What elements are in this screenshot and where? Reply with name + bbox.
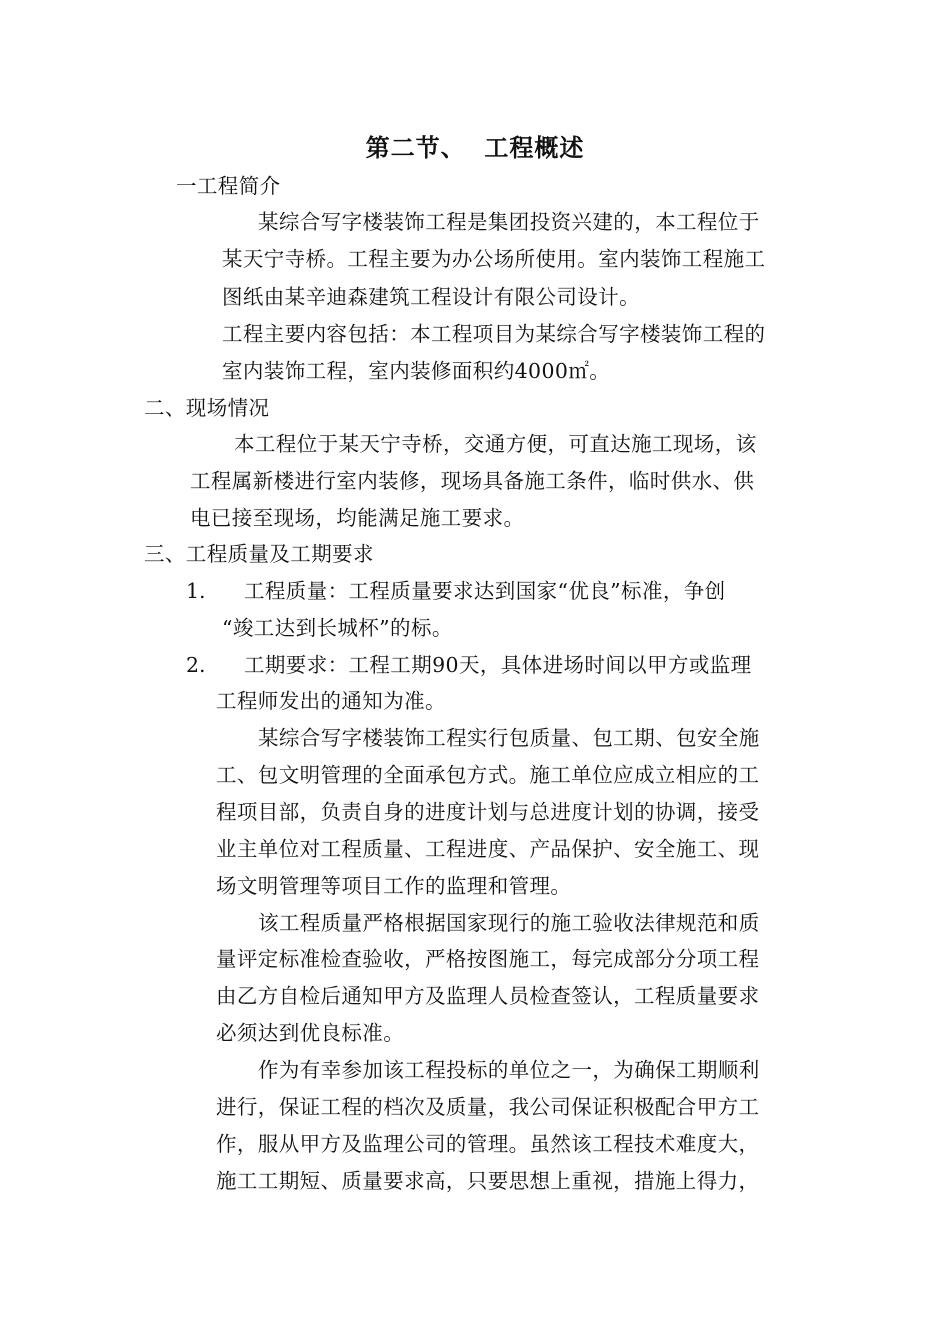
contract-para-line2: 工、包文明管理的全面承包方式。施工单位应成立相应的工: [216, 763, 760, 787]
item2-line2: 工程师发出的通知为准。: [216, 689, 446, 713]
commitment-para-line1: 作为有幸参加该工程投标的单位之一，为确保工期顺利: [258, 1058, 760, 1082]
commitment-para-line4: 施工工期短、质量要求高，只要思想上重视，措施上得力，: [216, 1169, 760, 1193]
commitment-para-line2: 进行，保证工程的档次及质量，我公司保证积极配合甲方工: [216, 1095, 760, 1119]
heading-quality-schedule: 三、工程质量及工期要求: [144, 542, 374, 566]
quality-para-line1: 该工程质量严格根据国家现行的施工验收法律规范和质: [258, 911, 760, 935]
item2-number: 2.: [186, 653, 206, 677]
contract-para-line5: 场文明管理等项目工作的监理和管理。: [216, 874, 572, 898]
item1-number: 1.: [186, 579, 206, 603]
quality-para-line3: 由乙方自检后通知甲方及监理人员检查签认，工程质量要求: [216, 984, 760, 1008]
intro-para1-line1: 某综合写字楼装饰工程是集团投资兴建的，本工程位于: [258, 210, 760, 234]
site-para-line2: 工程属新楼进行室内装修，现场具备施工条件，临时供水、供: [190, 469, 755, 493]
site-para-line3: 电已接至现场，均能满足施工要求。: [190, 506, 525, 530]
intro-para2-line1: 工程主要内容包括：本工程项目为某综合写字楼装饰工程的: [222, 322, 766, 346]
intro-para1-line2: 某天宁寺桥。工程主要为办公场所使用。室内装饰工程施工: [222, 247, 766, 271]
intro-para2-line2: 室内装饰工程，室内装修面积约4000㎡。: [222, 359, 611, 383]
heading-site-conditions: 二、现场情况: [144, 396, 270, 420]
heading-project-intro: 一工程简介: [176, 174, 281, 198]
contract-para-line4: 业主单位对工程质量、工程进度、产品保护、安全施工、现: [216, 837, 760, 861]
quality-para-line2: 量评定标准检查验收，严格按图施工，每完成部分分项工程: [216, 947, 760, 971]
item1-line1: 工程质量：工程质量要求达到国家“优良”标准，争创: [244, 579, 726, 603]
quality-para-line4: 必须达到优良标准。: [216, 1021, 405, 1045]
item2-line1: 工期要求：工程工期90天，具体进场时间以甲方或监理: [244, 653, 752, 677]
contract-para-line3: 程项目部，负责自身的进度计划与总进度计划的协调，接受: [216, 800, 760, 824]
site-para-line1: 本工程位于某天宁寺桥，交通方便，可直达施工现场，该: [234, 432, 757, 456]
item1-line2: “竣工达到长城杯”的标。: [222, 616, 453, 640]
intro-para1-line3: 图纸由某辛迪森建筑工程设计有限公司设计。: [222, 285, 640, 309]
contract-para-line1: 某综合写字楼装饰工程实行包质量、包工期、包安全施: [258, 726, 760, 750]
commitment-para-line3: 作，服从甲方及监理公司的管理。虽然该工程技术难度大，: [216, 1132, 760, 1156]
section-title: 第二节、 工程概述: [365, 134, 585, 162]
